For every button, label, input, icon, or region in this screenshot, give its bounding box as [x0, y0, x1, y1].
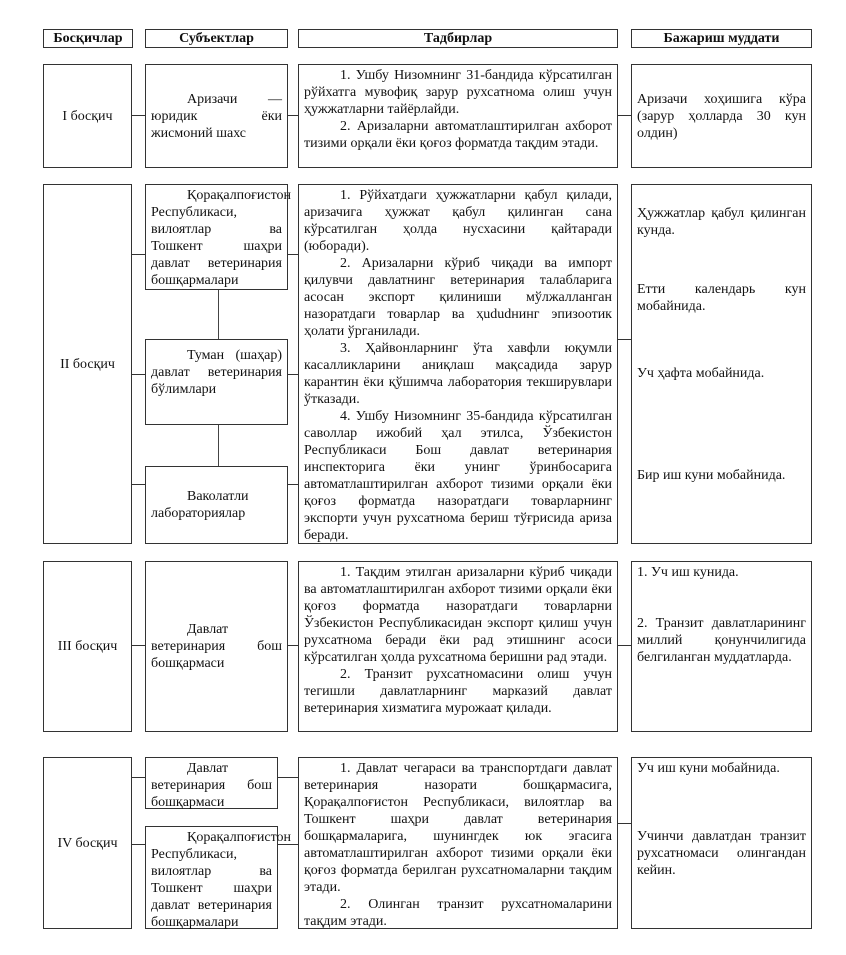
stage-label-text: I босқич [62, 108, 113, 124]
stage-label-text: III босқич [57, 639, 118, 654]
connector-line [618, 339, 631, 340]
stage-4-subject-main [145, 757, 278, 809]
stage-1-deadline [631, 64, 812, 168]
connector-line [288, 484, 298, 485]
stage-2-subject-regional [145, 184, 292, 290]
header-subjects: Субъектлар [145, 29, 288, 48]
deadline-text: Ҳужжатлар қабул қилинган кунда. [637, 206, 806, 238]
deadline-text: 1. Уч иш кунида. [637, 565, 739, 580]
stage-2-subject-labs [145, 466, 288, 544]
header-actions: Тадбирлар [298, 29, 618, 48]
connector-line [618, 645, 631, 646]
stage-3-deadlines [631, 561, 812, 732]
deadline-text: Уч иш куни мобайнида. [637, 761, 780, 776]
stage-label-text: II босқич [60, 356, 115, 372]
connector-line [132, 777, 145, 778]
subject-text: Ваколатли лабораториялар [151, 489, 249, 521]
action-item: 1. Тақдим этилган аризаларни кўриб чиқади ва автоматлаштирилган ахборот тизими орқали ёки қоғоз форматда назоратдаги товарларни Ўзбекистон Республикасидан экспорт қилиш учун рухсатнома беради ёки рад этишнинг асоси кўрсатилган ҳолда рухсатнома беришни рад этади. [304, 565, 612, 665]
stage-4-label [43, 757, 132, 929]
action-item: 1. Рўйхатдаги ҳужжатларни қабул қилади, аризачига ҳужжат қабул қилинган сана кўрсатилган ҳолда нусхасини қайтаради (юборади). [304, 188, 612, 254]
action-item: 2. Аризаларни кўриб чиқади ва импорт қилувчи давлатнинг ветеринария талабларига асосан экспорт қилиниши мўлжалланган назоратдаги товарлар ва ҳududнинг эпизоотик ҳолати ўрганилади. [304, 256, 612, 339]
stage-3-subject [145, 561, 288, 732]
connector-line [132, 645, 145, 646]
stage-3-label [43, 561, 132, 732]
subject-text: Қорақалпоғистон Республикаси, вилоятлар ва Тошкент шаҳри давлат ветеринария бошқармалари [151, 188, 292, 288]
stage-4-actions [298, 757, 618, 929]
deadline-text: Етти календарь кун мобайнида. [637, 282, 806, 314]
action-item: 2. Олинган транзит рухсатномаларини тақдим этади. [304, 897, 612, 929]
connector-line [288, 115, 298, 116]
connector-line [132, 115, 145, 116]
stage-2-label [43, 184, 132, 544]
header-deadline: Бажариш муддати [631, 29, 812, 48]
action-item: 2. Аризаларни автоматлаштирилган ахборот тизими орқали ёки қоғоз форматда тақдим этади. [304, 119, 612, 151]
connector-line [132, 374, 145, 375]
action-item: 1. Ушбу Низомнинг 31-бандида кўрсатилган рўйхатга мувофиқ зарур рухсатнома олиш учун ҳужжатларни тайёрлайди. [304, 68, 612, 117]
connector-line [288, 374, 298, 375]
connector-line [288, 254, 298, 255]
stage-4-deadlines [631, 757, 812, 929]
connector-line [618, 115, 631, 116]
stage-2-deadlines [631, 184, 812, 544]
subject-text: Қорақалпоғистон Республикаси, вилоятлар ва Тошкент шаҳри давлат ветеринария бошқармалари [151, 830, 292, 930]
action-item: 3. Ҳайвонларнинг ўта хавфли юқумли касалликларини аниқлаш мақсадида зарур карантин ёки қўшимча лаборатория текширувлари ўтказади. [304, 341, 612, 407]
subject-text: Туман (шаҳар) давлат ветеринария бўлимлари [151, 348, 282, 397]
connector-line [278, 777, 298, 778]
stage-4-subject-regional [145, 826, 292, 930]
stage-2-actions [298, 184, 618, 544]
stage-label-text: IV босқич [57, 835, 118, 851]
connector-line [132, 844, 145, 845]
deadline-text: 2. Транзит давлатларининг миллий қонунчилигида белгиланган муддатларда. [637, 616, 806, 665]
header-stages: Босқичлар [43, 29, 133, 48]
stage-1-actions [298, 64, 618, 168]
connector-line [132, 254, 145, 255]
deadline-text: Учинчи давлатдан транзит рухсатномаси олингандан кейин. [637, 829, 806, 878]
connector-line [618, 823, 631, 824]
stage-3-actions [298, 561, 618, 732]
deadline-text: Бир иш куни мобайнида. [637, 468, 786, 483]
stage-2-subject-district [145, 339, 288, 425]
deadline-text: Уч ҳафта мобайнида. [637, 366, 765, 381]
connector-line [132, 484, 145, 485]
action-item: 2. Транзит рухсатномасини олиш учун тегишли давлатларнинг марказий давлат ветеринария хизматига мурожаат қилади. [304, 667, 612, 716]
action-item: 1. Давлат чегараси ва транспортдаги давлат ветеринария назорати бошқармасига, Қорақалпоғистон Республикаси, вилоятлар ва Тошкент шаҳри давлат ветеринария бошқармаларига, шунингдек юк эгасига автоматлаштирилган ахборот тизими орқали ёки қоғоз форматда берилган рухсатномаларни тақдим этади. [304, 761, 612, 895]
connector-line [278, 844, 298, 845]
stage-1-subject [145, 64, 288, 168]
stage-1-label [43, 64, 132, 168]
connector-line [288, 645, 298, 646]
subject-text: Аризачи — юридик ёки жисмоний шахс [151, 91, 282, 141]
subject-text: Давлат ветеринария бош бошқармаси [151, 761, 272, 810]
deadline-text: Аризачи хоҳишига кўра (зарур ҳолларда 30 кун олдин) [637, 91, 806, 141]
action-item: 4. Ушбу Низомнинг 35-бандида кўрсатилган саволлар ижобий ҳал этилса, Ўзбекистон Республикаси Бош давлат ветеринария инспекторига ёки унинг ўринбосарига автоматлаштирилган ахборот тизими орқали ёки қоғоз форматда назоратдаги товарларнинг экспорти учун рухсатнома бериш тўғрисида ариза беради. [304, 409, 612, 543]
subject-text: Давлат ветеринария бош бошқармаси [151, 622, 282, 671]
